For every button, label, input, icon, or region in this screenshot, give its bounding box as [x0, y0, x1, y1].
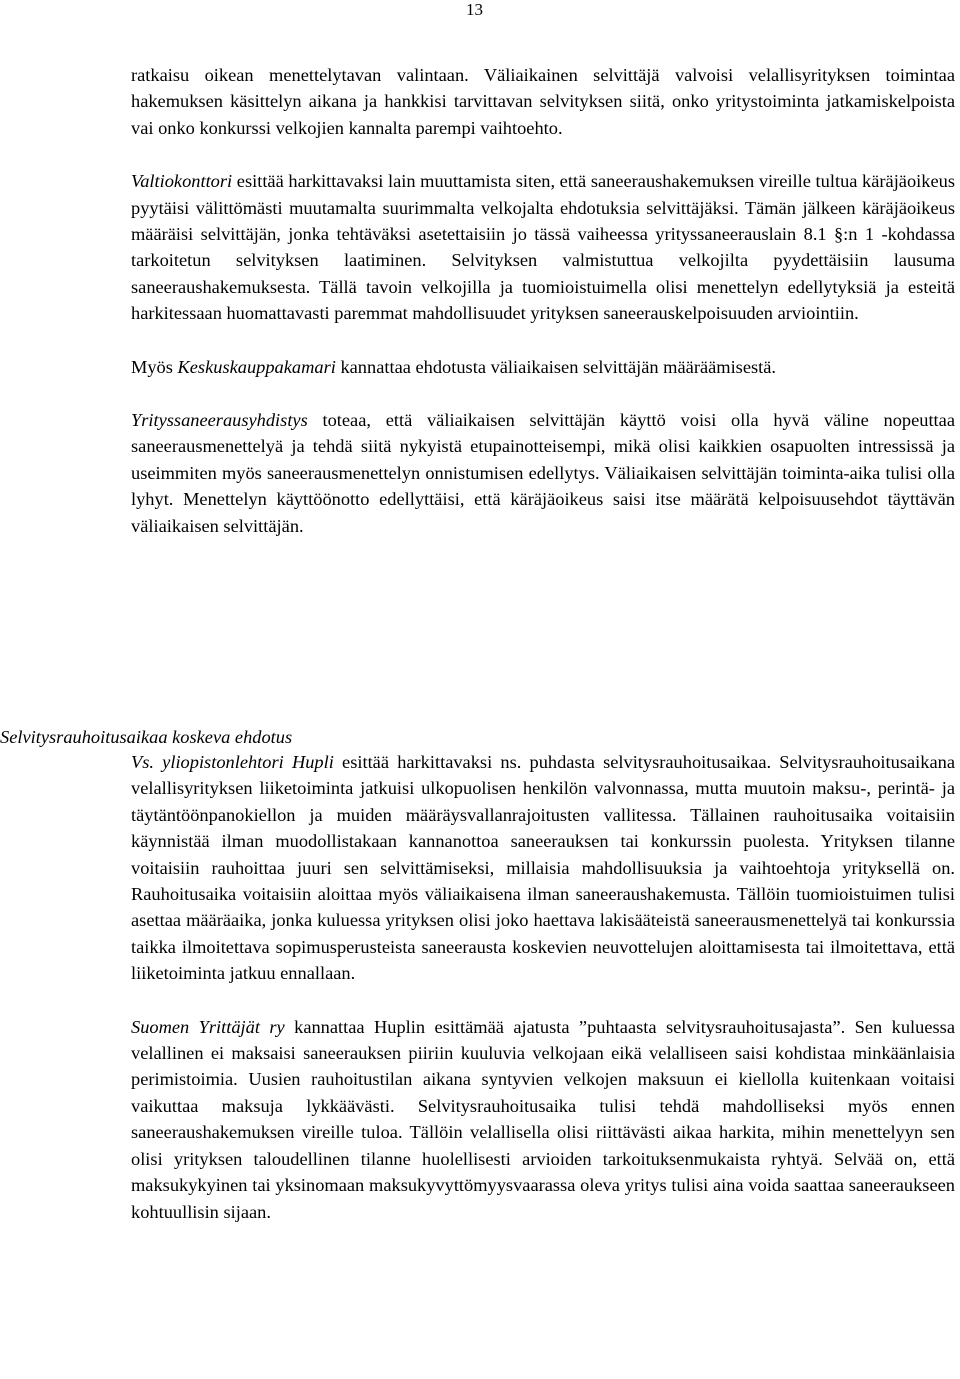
section-paragraph-1-lead: Vs. yliopistonlehtori Hupli: [131, 752, 334, 772]
section-paragraph-1-text: esittää harkittavaksi ns. puhdasta selvitysrauhoitusaikaa. Selvitysrauhoitusaikana velallisyrityksen liiketoiminta jatkuisi ulkopuolisen henkilön valvonnassa, mutta muutoin maksu-, perintä- ja täytäntöönpanokiellon ja muiden määräysvallanrajoitusten vallitessa. Tällainen rauhoitusaika voitaisiin käynnistää ilman muodollistakaan kannanottoa saneerauksen tai konkurssin puolesta. Yrityksen tilanne voitaisiin rauhoittaa juuri sen selvittämiseksi, millaisia mahdollisuuksia ja vaihtoehtoja yrityksellä on. Rauhoitusaika voitaisiin aloittaa myös väliaikaisena ilman saneeraushakemusta. Tällöin tuomioistuimen tulisi asettaa määräaika, jonka kuluessa yrityksen olisi joko haettava lakisääteistä saneerausmenettelyä tai konkurssia taikka ilmoitettava sopimusperusteista saneerausta koskevien neuvottelujen aloittamisesta tai ilmoitettava, että liiketoiminta jatkuu ennallaan.: [131, 752, 955, 984]
section-body: [131, 749, 955, 1225]
paragraph-3: [131, 354, 955, 380]
paragraph-4: [131, 407, 955, 539]
section-paragraph-2: [131, 1014, 955, 1225]
section-paragraph-1: [131, 749, 955, 987]
paragraph-4-lead: Yrityssaneerausyhdistys: [131, 410, 308, 431]
paragraph-3-text: kannattaa ehdotusta väliaikaisen selvittäjän määräämisestä.: [335, 356, 777, 377]
page-number: 13: [466, 0, 483, 19]
paragraph-3-lead: Keskuskauppakamari: [177, 356, 336, 377]
paragraph-2-lead: Valtiokonttori: [131, 171, 233, 192]
paragraph-2: [131, 168, 955, 326]
paragraph-1: [131, 62, 955, 141]
paragraph-3-pre: Myös: [131, 356, 178, 377]
section-paragraph-2-lead: Suomen Yrittäjät ry: [131, 1016, 285, 1037]
paragraph-1-text: ratkaisu oikean menettelytavan valintaan. Väliaikainen selvittäjä valvoisi velallisyrityksen toimintaa hakemuksen käsittelyn aikana ja hankkisi tarvittavan selvityksen siitä, onko yritystoiminta jatkamiskelpoista vai onko konkurssi velkojien kannalta parempi vaihtoehto.: [131, 65, 955, 138]
paragraph-2-text: esittää harkittavaksi lain muuttamista siten, että saneeraushakemuksen vireille tultua käräjäoikeus pyytäisi välittömästi muutamalta suurimmalta velkojalta ehdotuksia selvittäjäksi. Tämän jälkeen käräjäoikeus määräisi selvittäjän, jonka tehtäväksi asetettaisiin jo tässä vaiheessa yrityssaneerauslain 8.1 §:n 1 -kohdassa tarkoitetun selvityksen laatiminen. Selvityksen valmistuttua velkojilta pyydettäisiin lausuma saneeraushakemuksesta. Tällä tavoin velkojilla ja tuomioistuimella olisi menettelyn edellytyksiä ja esteitä harkitessaan huomattavasti paremmat mahdollisuudet yrityksen saneerauskelpoisuuden arviointiin.: [131, 171, 955, 324]
section-paragraph-2-text: kannattaa Huplin esittämää ajatusta ”puhtaasta selvitysrauhoitusajasta”. Sen kuluessa velallinen ei maksaisi saneerauksen piiriin kuuluvia velkojaan eikä velalliseen saisi kohdistaa minkäänlaisia perimistoimia. Uusien rauhoitustilan aikana syntyvien velkojen maksuun ei kiellolla kuitenkaan voitaisi vaikuttaa maksuja lykkäävästi. Selvitysrauhoitusaika tulisi tehdä mahdolliseksi myös ennen saneeraushakemuksen vireille tuloa. Tällöin velallisella olisi riittävästi aikaa harkita, mihin menettelyyn sen olisi yrityksen taloudellinen tilanne huolellisesti arvioiden tarkoituksenmukaista ryhtyä. Selvää on, että maksukykyinen tai yksinomaan maksukyvyttömyysvaarassa oleva yritys tulisi aina voida saattaa saneeraukseen kohtuullisin sijaan.: [131, 1016, 955, 1222]
section-heading: Selvitysrauhoitusaikaa koskeva ehdotus: [0, 727, 293, 747]
paragraph-4-text: toteaa, että väliaikaisen selvittäjän käyttö voisi olla hyvä väline nopeuttaa saneerausmenettelyä ja tehdä siitä nykyistä etupainotteisempi, mikä olisi kaikkien osapuolten intressissä ja useimmiten myös saneerausmenettelyn onnistumisen edellytys. Väliaikaisen selvittäjän toiminta-aika tulisi olla lyhyt. Menettelyn käyttöönotto edellyttäisi, että käräjäoikeus saisi itse määrätä kelpoisuusehdot täyttävän väliaikaisen selvittäjän.: [131, 410, 955, 536]
document-body: [131, 62, 955, 539]
